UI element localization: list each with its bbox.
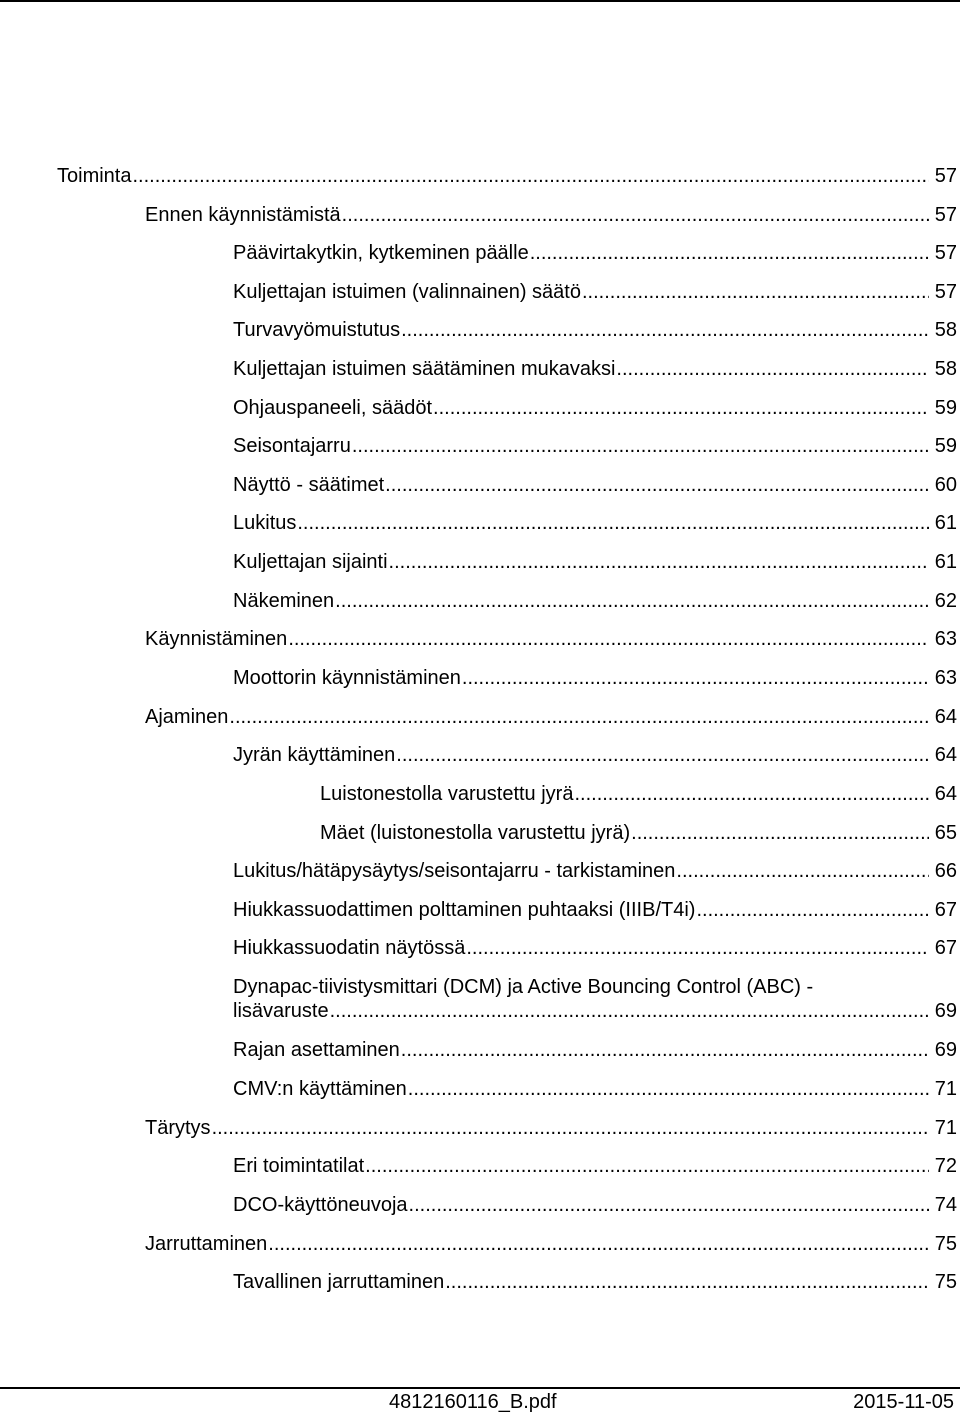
toc-dot-leader bbox=[433, 396, 929, 420]
toc-entry-title: Ajaminen bbox=[145, 706, 229, 728]
toc-dot-leader bbox=[408, 1077, 929, 1101]
toc-entry-page: 75 bbox=[934, 1233, 957, 1255]
toc-entry[interactable] bbox=[233, 1038, 957, 1062]
toc-entry[interactable] bbox=[233, 975, 957, 1023]
toc-entry-page: 64 bbox=[934, 744, 957, 766]
toc-entry-title: Rajan asettaminen bbox=[233, 1039, 400, 1061]
toc-entry[interactable] bbox=[233, 1077, 957, 1101]
toc-dot-leader bbox=[330, 999, 929, 1023]
toc-entry-title: Lukitus/hätäpysäytys/seisontajarru - tarkistaminen bbox=[233, 860, 676, 882]
toc-entry-title: Näkeminen bbox=[233, 590, 335, 612]
toc-entry-page: 59 bbox=[934, 435, 957, 457]
footer-filename: 4812160116_B.pdf bbox=[389, 1391, 557, 1413]
toc-entry-page: 57 bbox=[934, 281, 957, 303]
toc-dot-leader bbox=[212, 1116, 929, 1140]
toc-entry-page: 64 bbox=[934, 783, 957, 805]
toc-entry[interactable] bbox=[233, 898, 957, 922]
toc-dot-leader bbox=[365, 1154, 929, 1178]
toc-dot-leader bbox=[616, 357, 928, 381]
toc-dot-leader bbox=[385, 473, 929, 497]
toc-entry[interactable] bbox=[233, 859, 957, 883]
toc-dot-leader bbox=[462, 666, 929, 690]
toc-dot-leader bbox=[132, 164, 928, 188]
toc-entry-page: 61 bbox=[934, 512, 957, 534]
toc-entry-title: Käynnistäminen bbox=[145, 628, 288, 650]
toc-entry[interactable] bbox=[233, 511, 957, 535]
toc-entry-page: 59 bbox=[934, 397, 957, 419]
toc-entry-title: Ennen käynnistämistä bbox=[145, 204, 341, 226]
toc-entry-page: 67 bbox=[934, 937, 957, 959]
toc-entry-page: 57 bbox=[934, 242, 957, 264]
toc-entry-page: 71 bbox=[934, 1078, 957, 1100]
toc-dot-leader bbox=[297, 511, 928, 535]
toc-entry[interactable] bbox=[233, 318, 957, 342]
toc-dot-leader bbox=[466, 936, 928, 960]
toc-entry-page: 69 bbox=[934, 1000, 957, 1022]
toc-dot-leader bbox=[268, 1232, 928, 1256]
toc-entry-title: Hiukkassuodatin näytössä bbox=[233, 937, 466, 959]
toc-entry-title: Jyrän käyttäminen bbox=[233, 744, 396, 766]
toc-dot-leader bbox=[409, 1193, 929, 1217]
toc-entry-title: Tavallinen jarruttaminen bbox=[233, 1271, 445, 1293]
toc-entry-title: Hiukkassuodattimen polttaminen puhtaaksi (IIIB/T4i) bbox=[233, 899, 696, 921]
toc-entry-title: Toiminta bbox=[57, 165, 132, 187]
toc-entry-title: Luistonestolla varustettu jyrä bbox=[320, 783, 574, 805]
toc-entry[interactable] bbox=[233, 550, 957, 574]
toc-entry-page: 74 bbox=[934, 1194, 957, 1216]
toc-entry[interactable] bbox=[145, 627, 957, 651]
toc-dot-leader bbox=[335, 589, 929, 613]
toc-entry[interactable] bbox=[320, 782, 957, 806]
toc-dot-leader bbox=[445, 1270, 929, 1294]
toc-entry[interactable] bbox=[233, 936, 957, 960]
toc-dot-leader bbox=[676, 859, 928, 883]
toc-entry[interactable] bbox=[233, 1154, 957, 1178]
toc-entry-page: 63 bbox=[934, 667, 957, 689]
toc-dot-leader bbox=[229, 705, 928, 729]
toc-entry[interactable] bbox=[145, 705, 957, 729]
toc-entry-page: 60 bbox=[934, 474, 957, 496]
toc-entry-title: CMV:n käyttäminen bbox=[233, 1078, 407, 1100]
toc-dot-leader bbox=[342, 203, 929, 227]
toc-entry[interactable] bbox=[233, 589, 957, 613]
toc-entry-page: 58 bbox=[934, 319, 957, 341]
toc-entry-title: Päävirtakytkin, kytkeminen päälle bbox=[233, 242, 529, 264]
toc-dot-leader bbox=[574, 782, 928, 806]
toc-entry-title: Tärytys bbox=[145, 1117, 211, 1139]
footer-date: 2015-11-05 bbox=[853, 1391, 954, 1413]
toc-entry[interactable] bbox=[233, 473, 957, 497]
toc-entry[interactable] bbox=[233, 280, 957, 304]
toc-entry-title-continued: lisävaruste bbox=[233, 1000, 329, 1022]
toc-entry-page: 58 bbox=[934, 358, 957, 380]
toc-dot-leader bbox=[401, 318, 929, 342]
toc-dot-leader bbox=[396, 743, 928, 767]
toc-entry[interactable] bbox=[233, 743, 957, 767]
toc-dot-leader bbox=[631, 821, 929, 845]
toc-dot-leader bbox=[389, 550, 929, 574]
toc-entry-title: Näyttö - säätimet bbox=[233, 474, 385, 496]
toc-entry-page: 69 bbox=[934, 1039, 957, 1061]
toc-entry-page: 63 bbox=[934, 628, 957, 650]
toc-entry-page: 61 bbox=[934, 551, 957, 573]
toc-entry[interactable] bbox=[233, 1270, 957, 1294]
toc-entry[interactable] bbox=[145, 1232, 957, 1256]
toc-dot-leader bbox=[288, 627, 928, 651]
toc-entry-page: 65 bbox=[934, 822, 957, 844]
toc-entry-page: 72 bbox=[934, 1155, 957, 1177]
toc-entry-page: 57 bbox=[934, 165, 957, 187]
toc-entry[interactable] bbox=[145, 203, 957, 227]
toc-entry-page: 66 bbox=[934, 860, 957, 882]
toc-entry-title: Ohjauspaneeli, säädöt bbox=[233, 397, 433, 419]
toc-entry-title: Mäet (luistonestolla varustettu jyrä) bbox=[320, 822, 631, 844]
toc-entry-page: 62 bbox=[934, 590, 957, 612]
toc-entry-page: 67 bbox=[934, 899, 957, 921]
toc-entry[interactable] bbox=[233, 434, 957, 458]
toc-entry-title: Lukitus bbox=[233, 512, 297, 534]
toc-entry-page: 64 bbox=[934, 706, 957, 728]
toc-entry-title: DCO-käyttöneuvoja bbox=[233, 1194, 408, 1216]
toc-entry[interactable] bbox=[233, 357, 957, 381]
toc-entry-page: 75 bbox=[934, 1271, 957, 1293]
toc-dot-leader bbox=[352, 434, 929, 458]
toc-entry[interactable] bbox=[145, 1116, 957, 1140]
toc-dot-leader bbox=[696, 898, 928, 922]
toc-entry[interactable] bbox=[233, 241, 957, 265]
toc-dot-leader bbox=[582, 280, 929, 304]
toc-entry[interactable] bbox=[233, 396, 957, 420]
toc-entry-title: Dynapac-tiivistysmittari (DCM) ja Active Bouncing Control (ABC) - bbox=[233, 976, 814, 998]
toc-entry-title: Seisontajarru bbox=[233, 435, 351, 457]
top-rule bbox=[0, 0, 960, 2]
toc-entry-title: Turvavyömuistutus bbox=[233, 319, 401, 341]
toc-dot-leader bbox=[530, 241, 929, 265]
toc-entry-page: 71 bbox=[934, 1117, 957, 1139]
toc-entry[interactable] bbox=[233, 1193, 957, 1217]
toc-entry[interactable] bbox=[57, 164, 957, 188]
toc-entry-title: Eri toimintatilat bbox=[233, 1155, 365, 1177]
toc-entry-title: Jarruttaminen bbox=[145, 1233, 268, 1255]
toc-entry-title: Kuljettajan istuimen säätäminen mukavaksi bbox=[233, 358, 616, 380]
toc-entry-page: 57 bbox=[934, 204, 957, 226]
footer-rule bbox=[0, 1387, 960, 1389]
toc-entry[interactable] bbox=[320, 821, 957, 845]
toc-entry-title: Moottorin käynnistäminen bbox=[233, 667, 461, 689]
toc-entry[interactable] bbox=[233, 666, 957, 690]
toc-dot-leader bbox=[401, 1038, 929, 1062]
toc-entry-title: Kuljettajan istuimen (valinnainen) säätö bbox=[233, 281, 581, 303]
toc-entry-title: Kuljettajan sijainti bbox=[233, 551, 388, 573]
